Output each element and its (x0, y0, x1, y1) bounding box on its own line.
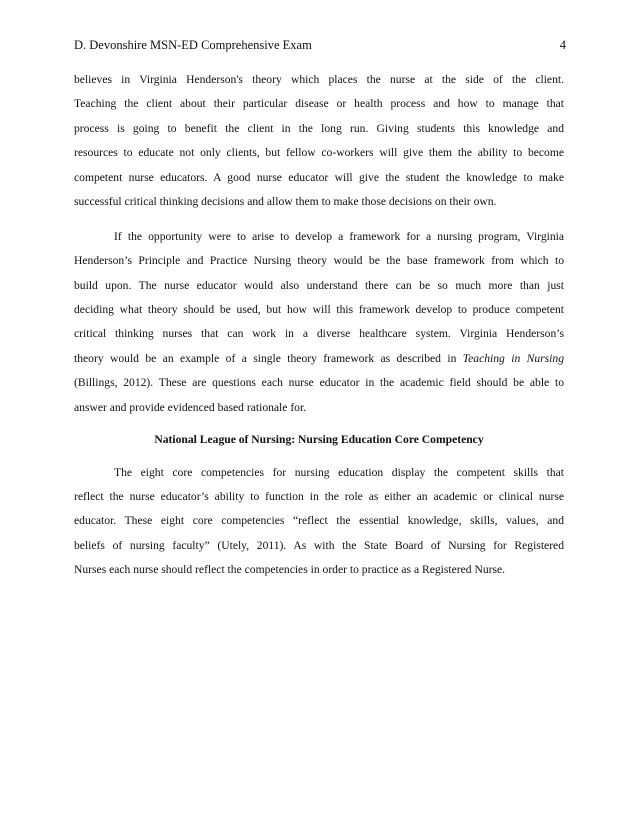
paragraph-line: beliefs of nursing faculty” (Utely, 2011). As with the State Board of Nursing for Registered (74, 538, 564, 552)
paragraph-spacer (74, 215, 564, 225)
paragraph-line: educator. These eight core competencies “reflect the essential knowledge, skills, values, and (74, 514, 564, 528)
header-title: D. Devonshire MSN-ED Comprehensive Exam (74, 38, 312, 52)
paragraph-line: (Billings, 2012). These are questions each nurse educator in the academic field should be able to (74, 376, 564, 390)
paragraph-3 (74, 461, 564, 583)
paragraph-line: answer and provide evidenced based rationale for. (74, 400, 307, 414)
line-text: theory would be an example of a single theory framework as described in (74, 351, 463, 365)
paragraph-1 (74, 68, 564, 215)
paragraph-line: successful critical thinking decisions and allow them to make those decisions on their own. (74, 195, 497, 209)
section-heading: National League of Nursing: Nursing Education Core Competency (154, 433, 484, 447)
paragraph-line: reflect the nurse educator’s ability to function in the role as either an academic or clinical nurse (74, 490, 564, 503)
running-header (74, 36, 566, 54)
paragraph-line: believes in Virginia Henderson's theory which places the nurse at the side of the client. (74, 73, 564, 86)
paragraph-line: Nurses each nurse should reflect the competencies in order to practice as a Registered Nurse. (74, 563, 506, 577)
book-title: Teaching in Nursing (462, 351, 564, 365)
paragraph-line: critical thinking nurses that can work in a diverse healthcare system. Virginia Henderson’s (74, 327, 564, 341)
paragraph-line: The eight core competencies for nursing education display the competent skills that (114, 465, 564, 479)
document-body (74, 68, 564, 583)
paragraph-spacer (74, 420, 564, 428)
paragraph-line: build upon. The nurse educator would also understand there can be so much more than just (74, 278, 564, 292)
paragraph-line: If the opportunity were to arise to develop a framework for a nursing program, Virginia (114, 229, 564, 243)
paragraph-line: Henderson’s Principle and Practice Nursing theory would be the base framework from which to (74, 254, 564, 268)
paragraph-line: deciding what theory should be used, but how will this framework develop to produce competent (74, 302, 564, 316)
paragraph-line: process is going to benefit the client in the long run. Giving students this knowledge and (74, 121, 564, 135)
paragraph-line: resources to educate not only clients, but fellow co-workers will give them the ability to become (74, 146, 564, 160)
paragraph-2 (74, 225, 564, 421)
page-number: 4 (559, 38, 566, 52)
paragraph-spacer (74, 453, 564, 461)
paragraph-line (74, 347, 564, 371)
paragraph-line: Teaching the client about their particular disease or health process and how to manage that (74, 97, 564, 111)
paragraph-line: competent nurse educators. A good nurse educator will give the student the knowledge to make (74, 170, 564, 184)
